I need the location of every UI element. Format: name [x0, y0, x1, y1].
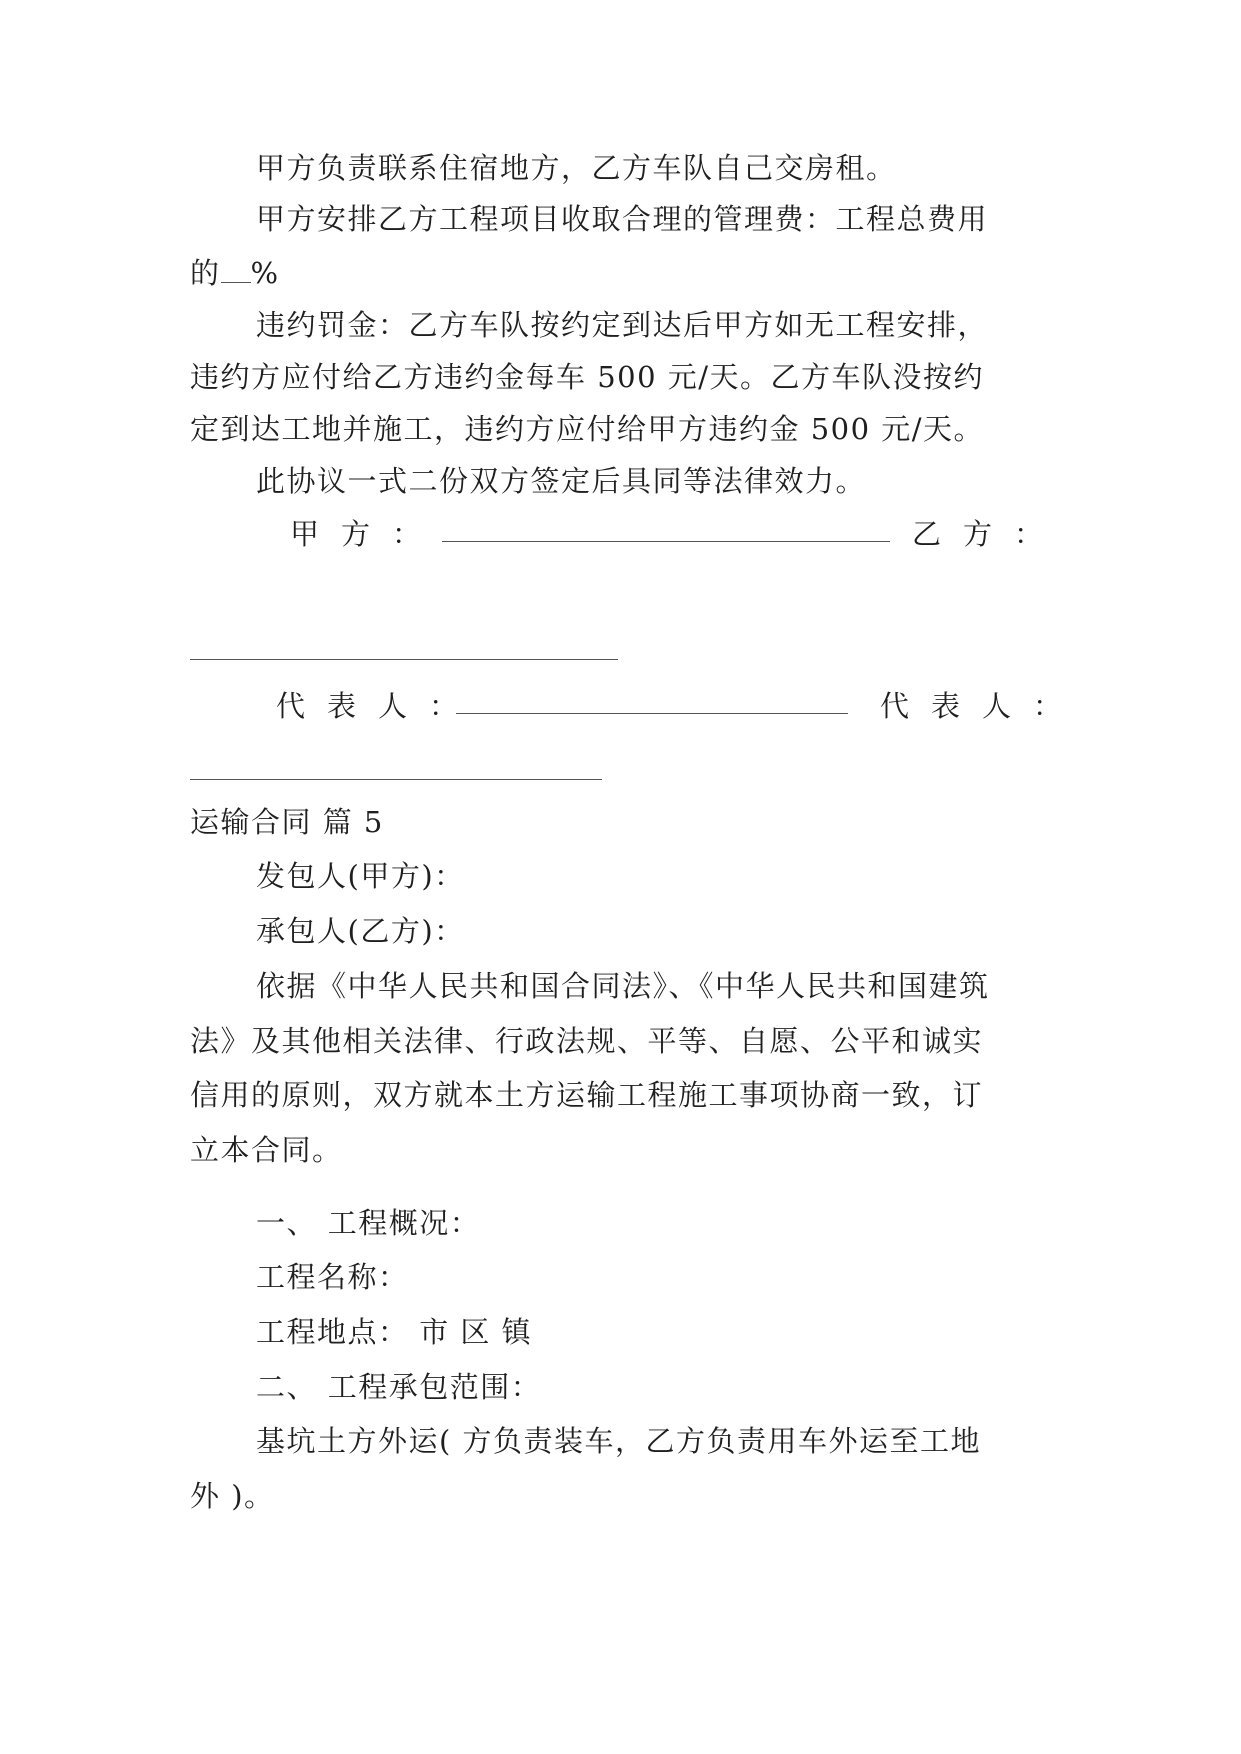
- paragraph-validity: 此协议一式二份双方签定后具同等法律效力。: [256, 464, 867, 498]
- rep-a-label: 代表人：: [276, 689, 481, 723]
- fee-prefix: 的: [190, 256, 221, 290]
- paragraph-penalty-line2: 违约方应付给乙方违约金每车 500 元/天。乙方车队没按约: [190, 360, 985, 394]
- party-a-label: 甲方：: [290, 517, 444, 551]
- contractor-line: 承包人(乙方)：: [256, 914, 465, 948]
- fee-percent-blank: [221, 256, 251, 283]
- rep-a-signature-line: [456, 713, 848, 714]
- party-b-signature-line: [190, 659, 618, 660]
- project-name-line: 工程名称：: [256, 1260, 409, 1294]
- scope-line1: 基坑土方外运( 方负责装车，乙方负责用车外运至工地: [256, 1424, 982, 1458]
- legal-basis-line3: 信用的原则，双方就本土方运输工程施工事项协商一致，订: [190, 1078, 984, 1112]
- project-location-line: 工程地点： 市 区 镇: [256, 1315, 533, 1349]
- clause-1-title: 一、 工程概况：: [256, 1206, 481, 1240]
- paragraph-management-fee-line2: [190, 253, 1050, 293]
- paragraph-lodging: 甲方负责联系住宿地方，乙方车队自己交房租。: [256, 151, 897, 185]
- rep-b-label: 代表人：: [880, 689, 1085, 723]
- scope-line2: 外 )。: [190, 1479, 275, 1513]
- paragraph-management-fee-line1: 甲方安排乙方工程项目收取合理的管理费：工程总费用: [256, 202, 989, 236]
- legal-basis-line2: 法》及其他相关法律、行政法规、平等、自愿、公平和诚实: [190, 1024, 984, 1058]
- paragraph-penalty-line1: 违约罚金：乙方车队按约定到达后甲方如无工程安排，: [256, 308, 989, 342]
- party-b-label: 乙方：: [912, 517, 1066, 551]
- party-a-signature-line: [442, 541, 890, 542]
- paragraph-penalty-line3: 定到达工地并施工，违约方应付给甲方违约金 500 元/天。: [190, 412, 985, 446]
- legal-basis-line1: 依据《中华人民共和国合同法》、《中华人民共和国建筑: [256, 969, 990, 1003]
- legal-basis-line4: 立本合同。: [190, 1133, 343, 1167]
- section-heading: 运输合同 篇 5: [190, 805, 384, 839]
- fee-suffix: %: [250, 256, 280, 290]
- clause-2-title: 二、 工程承包范围：: [256, 1370, 542, 1404]
- rep-b-signature-line: [190, 779, 602, 780]
- issuer-line: 发包人(甲方)：: [256, 859, 465, 893]
